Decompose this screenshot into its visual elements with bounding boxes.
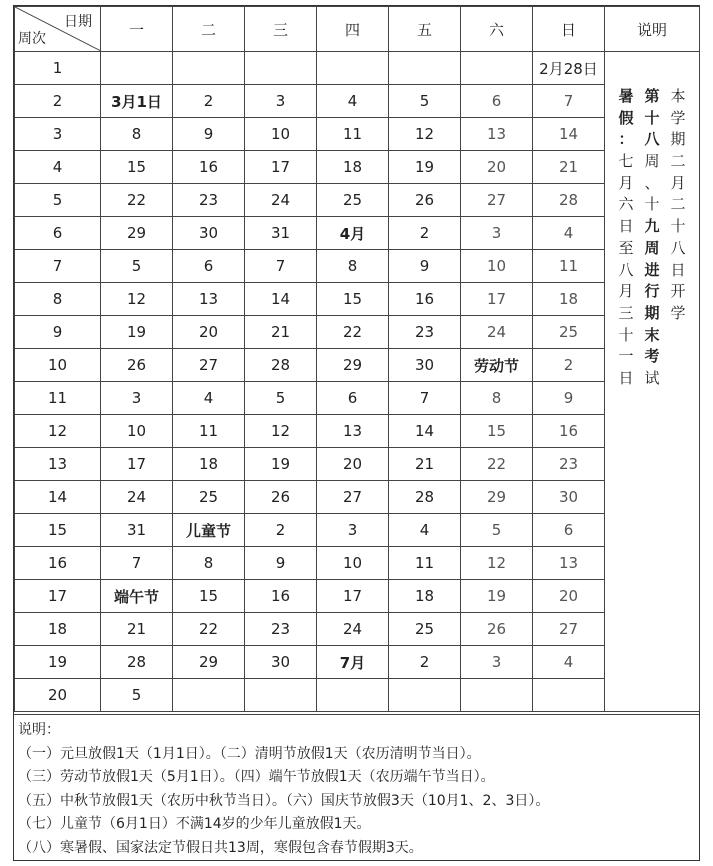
week-row: [15, 448, 700, 481]
note-line: （七）儿童节（6月1日）不满14岁的少年儿童放假1天。: [18, 816, 371, 832]
day-header: 日: [533, 7, 605, 52]
notes-title: 说明：: [18, 722, 60, 738]
date-cell: 28: [245, 349, 317, 382]
date-cell: [101, 52, 173, 85]
week-row: [15, 118, 700, 151]
date-cell: 6: [533, 514, 605, 547]
week-row: [15, 613, 700, 646]
date-cell: 30: [389, 349, 461, 382]
date-cell: 18: [173, 448, 245, 481]
date-cell: 24: [461, 316, 533, 349]
corner-date-label: 日期: [64, 14, 92, 30]
date-cell: 26: [461, 613, 533, 646]
date-cell: 6: [461, 85, 533, 118]
week-row: [15, 646, 700, 679]
date-cell: 7: [533, 85, 605, 118]
week-row: [15, 481, 700, 514]
day-header: 四: [317, 7, 389, 52]
date-cell: 31: [245, 217, 317, 250]
date-cell: 24: [101, 481, 173, 514]
date-cell: 16: [533, 415, 605, 448]
date-cell: 26: [389, 184, 461, 217]
date-cell: 28: [101, 646, 173, 679]
date-cell: 29: [101, 217, 173, 250]
week-row: [15, 250, 700, 283]
date-cell: 13: [317, 415, 389, 448]
date-cell: [389, 679, 461, 712]
week-number: 2: [15, 85, 101, 118]
week-number: 7: [15, 250, 101, 283]
date-cell: 5: [461, 514, 533, 547]
date-cell: 22: [173, 613, 245, 646]
day-header: 五: [389, 7, 461, 52]
date-cell: 6: [317, 382, 389, 415]
week-number: 4: [15, 151, 101, 184]
week-number: 10: [15, 349, 101, 382]
side-note-col3: 暑 假 ： 七 月 六 日 至 八 月 三 十 一 日: [618, 87, 634, 387]
date-cell: 19: [101, 316, 173, 349]
date-cell: 7: [101, 547, 173, 580]
date-cell: [461, 679, 533, 712]
date-cell: 20: [317, 448, 389, 481]
date-cell: 20: [173, 316, 245, 349]
date-cell: 劳动节: [461, 349, 533, 382]
date-cell: 21: [101, 613, 173, 646]
day-header: 二: [173, 7, 245, 52]
date-cell: 11: [317, 118, 389, 151]
date-cell: 24: [317, 613, 389, 646]
date-cell: [245, 52, 317, 85]
date-cell: 14: [245, 283, 317, 316]
date-cell: 13: [173, 283, 245, 316]
date-cell: 23: [245, 613, 317, 646]
week-number: 1: [15, 52, 101, 85]
date-cell: 8: [173, 547, 245, 580]
date-cell: 2: [245, 514, 317, 547]
note-header: 说明: [605, 7, 700, 52]
date-cell: 19: [389, 151, 461, 184]
date-cell: 4: [533, 646, 605, 679]
corner-week-label: 周次: [18, 31, 46, 47]
week-row: [15, 283, 700, 316]
date-cell: 16: [389, 283, 461, 316]
date-cell: 12: [389, 118, 461, 151]
week-number: 20: [15, 679, 101, 712]
date-cell: 25: [317, 184, 389, 217]
week-row: [15, 349, 700, 382]
date-cell: 2: [533, 349, 605, 382]
date-cell: 16: [173, 151, 245, 184]
school-calendar: [13, 5, 700, 861]
date-cell: 3: [461, 646, 533, 679]
week-number: 8: [15, 283, 101, 316]
week-row: [15, 217, 700, 250]
note-line: （八）寒暑假、国家法定节假日共13周，寒假包含春节假期3天。: [18, 839, 423, 856]
date-cell: 25: [389, 613, 461, 646]
date-cell: 29: [461, 481, 533, 514]
week-number: 9: [15, 316, 101, 349]
date-cell: 31: [101, 514, 173, 547]
date-cell: [389, 52, 461, 85]
date-cell: [533, 679, 605, 712]
date-cell: 17: [461, 283, 533, 316]
date-cell: 11: [533, 250, 605, 283]
date-cell: 14: [389, 415, 461, 448]
week-row: [15, 316, 700, 349]
date-cell: 3: [461, 217, 533, 250]
date-cell: 9: [533, 382, 605, 415]
date-cell: 21: [389, 448, 461, 481]
date-cell: 17: [317, 580, 389, 613]
side-note-col1: 本 学 期 二 月 二 十 八 日 开 学: [670, 87, 686, 322]
date-cell: 4: [317, 85, 389, 118]
day-header: 六: [461, 7, 533, 52]
week-row: [15, 514, 700, 547]
date-cell: 26: [101, 349, 173, 382]
week-number: 17: [15, 580, 101, 613]
date-cell: 3月1日: [101, 85, 173, 118]
date-cell: 7: [389, 382, 461, 415]
date-cell: 25: [173, 481, 245, 514]
corner-cell: [15, 7, 101, 52]
date-cell: 21: [245, 316, 317, 349]
date-cell: 22: [101, 184, 173, 217]
date-cell: 15: [317, 283, 389, 316]
week-number: 6: [15, 217, 101, 250]
date-cell: 15: [461, 415, 533, 448]
date-cell: 4: [389, 514, 461, 547]
date-cell: 8: [101, 118, 173, 151]
date-cell: 28: [389, 481, 461, 514]
date-cell: 12: [101, 283, 173, 316]
side-note: [605, 86, 699, 390]
date-cell: 10: [245, 118, 317, 151]
date-cell: [173, 52, 245, 85]
date-cell: 7: [245, 250, 317, 283]
date-cell: 13: [533, 547, 605, 580]
week-number: 19: [15, 646, 101, 679]
week-row: [15, 580, 700, 613]
date-cell: 端午节: [101, 580, 173, 613]
date-cell: 30: [245, 646, 317, 679]
note-line: （三）劳动节放假1天（5月1日）。（四）端午节放假1天（农历端午节当日）。: [18, 769, 495, 785]
date-cell: 4: [173, 382, 245, 415]
date-cell: 4: [533, 217, 605, 250]
date-cell: 23: [173, 184, 245, 217]
date-cell: [173, 679, 245, 712]
date-cell: 18: [533, 283, 605, 316]
date-cell: 19: [245, 448, 317, 481]
date-cell: 5: [101, 250, 173, 283]
date-cell: 30: [173, 217, 245, 250]
week-number: 5: [15, 184, 101, 217]
date-cell: 18: [317, 151, 389, 184]
date-cell: 14: [533, 118, 605, 151]
week-row: [15, 52, 700, 85]
date-cell: 27: [533, 613, 605, 646]
date-cell: 17: [245, 151, 317, 184]
calendar-table: [14, 6, 700, 712]
date-cell: 13: [461, 118, 533, 151]
note-line: （一）元旦放假1天（1月1日）。（二）清明节放假1天（农历清明节当日）。: [18, 745, 481, 762]
week-row: [15, 415, 700, 448]
calendar-body: [15, 52, 700, 712]
date-cell: 16: [245, 580, 317, 613]
week-number: 18: [15, 613, 101, 646]
date-cell: 9: [245, 547, 317, 580]
date-cell: 6: [173, 250, 245, 283]
date-cell: 2: [389, 646, 461, 679]
date-cell: 30: [533, 481, 605, 514]
date-cell: 10: [317, 547, 389, 580]
date-cell: 15: [173, 580, 245, 613]
week-row: [15, 679, 700, 712]
day-header: 三: [245, 7, 317, 52]
week-row: [15, 184, 700, 217]
date-cell: 8: [317, 250, 389, 283]
week-number: 14: [15, 481, 101, 514]
date-cell: 24: [245, 184, 317, 217]
week-row: [15, 151, 700, 184]
week-row: [15, 85, 700, 118]
date-cell: 15: [101, 151, 173, 184]
date-cell: 27: [317, 481, 389, 514]
week-number: 13: [15, 448, 101, 481]
date-cell: 5: [245, 382, 317, 415]
week-row: [15, 382, 700, 415]
date-cell: 27: [173, 349, 245, 382]
date-cell: 10: [461, 250, 533, 283]
date-cell: 28: [533, 184, 605, 217]
date-cell: 9: [173, 118, 245, 151]
date-cell: [317, 52, 389, 85]
date-cell: [461, 52, 533, 85]
week-row: [15, 547, 700, 580]
date-cell: 26: [245, 481, 317, 514]
date-cell: 20: [533, 580, 605, 613]
date-cell: 19: [461, 580, 533, 613]
date-cell: [317, 679, 389, 712]
date-cell: 22: [317, 316, 389, 349]
week-number: 11: [15, 382, 101, 415]
week-number: 16: [15, 547, 101, 580]
date-cell: 8: [461, 382, 533, 415]
day-header: 一: [101, 7, 173, 52]
date-cell: 5: [101, 679, 173, 712]
date-cell: [245, 679, 317, 712]
date-cell: 4月: [317, 217, 389, 250]
note-line: （五）中秋节放假1天（农历中秋节当日）。（六）国庆节放假3天（10月1、2、3日）。: [18, 792, 550, 809]
week-number: 3: [15, 118, 101, 151]
date-cell: 29: [317, 349, 389, 382]
date-cell: 18: [389, 580, 461, 613]
date-cell: 5: [389, 85, 461, 118]
date-cell: 22: [461, 448, 533, 481]
notes-section: [14, 714, 699, 864]
date-cell: 27: [461, 184, 533, 217]
date-cell: 11: [173, 415, 245, 448]
date-cell: 2月28日: [533, 52, 605, 85]
week-number: 12: [15, 415, 101, 448]
date-cell: 25: [533, 316, 605, 349]
date-cell: 7月: [317, 646, 389, 679]
date-cell: 21: [533, 151, 605, 184]
date-cell: 3: [245, 85, 317, 118]
date-cell: 儿童节: [173, 514, 245, 547]
side-note-col2: 第 十 八 周 、 十 九 周 进 行 期 末 考 试: [644, 87, 660, 387]
date-cell: 2: [173, 85, 245, 118]
date-cell: 11: [389, 547, 461, 580]
date-cell: 10: [101, 415, 173, 448]
date-cell: 17: [101, 448, 173, 481]
date-cell: 3: [101, 382, 173, 415]
date-cell: 20: [461, 151, 533, 184]
date-cell: 12: [461, 547, 533, 580]
side-note-cell: [605, 52, 700, 712]
week-number: 15: [15, 514, 101, 547]
date-cell: 23: [533, 448, 605, 481]
header-row: [15, 7, 700, 52]
date-cell: 29: [173, 646, 245, 679]
date-cell: 2: [389, 217, 461, 250]
date-cell: 12: [245, 415, 317, 448]
date-cell: 3: [317, 514, 389, 547]
date-cell: 9: [389, 250, 461, 283]
date-cell: 23: [389, 316, 461, 349]
